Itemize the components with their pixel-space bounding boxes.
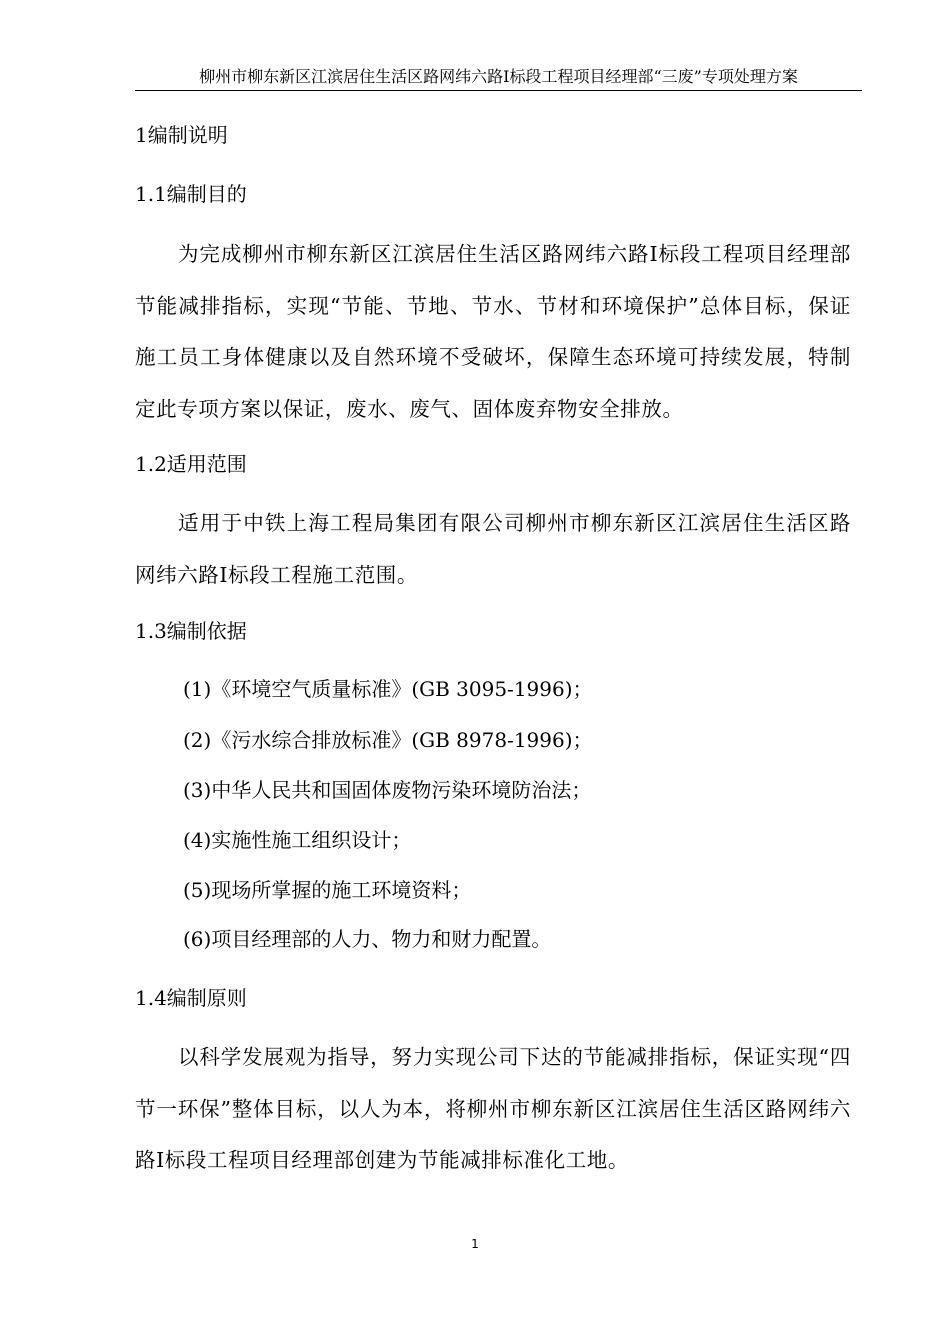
section-1-1-heading: 1.1编制目的 xyxy=(135,182,247,206)
page-number: 1 xyxy=(471,1237,479,1251)
section-1-4-heading: 1.4编制原则 xyxy=(135,986,247,1010)
page-header: 柳州市柳东新区江滨居住生活区路网纬六路Ⅰ标段工程项目经理部“三废”专项处理方案 xyxy=(135,66,862,91)
basis-list-item: (4)实施性施工组织设计； xyxy=(183,828,412,852)
basis-list-item: (5)现场所掌握的施工环境资料； xyxy=(183,878,472,902)
basis-list-item: (6)项目经理部的人力、物力和财力配置。 xyxy=(183,927,552,951)
section-1-2-heading: 1.2适用范围 xyxy=(135,452,247,476)
section-1-1-paragraph: 为完成柳州市柳东新区江滨居住生活区路网纬六路Ⅰ标段工程项目经理部节能减排指标，实现“节能、节地、节水、节材和环境保护”总体目标，保证施工员工身体健康以及自然环境不受破坏，保障生态环境可持续发展，特制定此专项方案以保证，废水、废气、固体废弃物安全排放。 xyxy=(135,242,851,421)
basis-list-item: (1)《环境空气质量标准》(GB 3095-1996)； xyxy=(183,677,593,701)
section-1-4-paragraph: 以科学发展观为指导，努力实现公司下达的节能减排指标，保证实现“四节一环保”整体目标，以人为本，将柳州市柳东新区江滨居住生活区路网纬六路Ⅰ标段工程项目经理部创建为节能减排标准化工地。 xyxy=(135,1045,851,1172)
section-1-2-paragraph: 适用于中铁上海工程局集团有限公司柳州市柳东新区江滨居住生活区路网纬六路Ⅰ标段工程施工范围。 xyxy=(135,511,851,587)
section-1-3-heading: 1.3编制依据 xyxy=(135,619,247,643)
basis-list-item: (2)《污水综合排放标准》(GB 8978-1996)； xyxy=(183,728,593,752)
section-1-heading: 1编制说明 xyxy=(135,123,228,147)
basis-list-item: (3)中华人民共和国固体废物污染环境防治法； xyxy=(183,778,592,802)
